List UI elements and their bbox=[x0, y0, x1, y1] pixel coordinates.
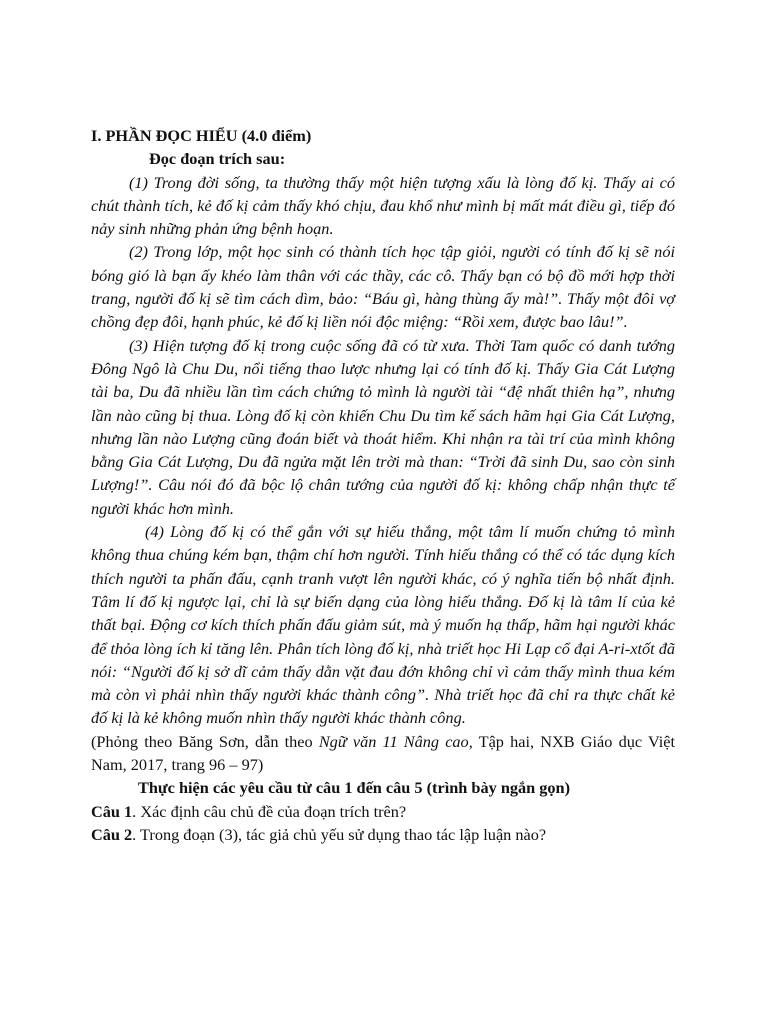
source-book-title: Ngữ văn 11 Nâng cao bbox=[318, 731, 469, 751]
passage-paragraph-2: (2) Trong lớp, một học sinh có thành tích học tập giỏi, người có tính đố kị sẽ nói bóng gió là bạn ấy khéo làm thân với các thầy, các cô. Thấy bạn có bộ đồ mới hợp thời trang, người đố kị sẽ tìm cách dìm, bảo: “Báu gì, hàng thùng ấy mà!”. Thấy một đôi vợ chồng đẹp đôi, hạnh phúc, kẻ đố kị liền nói độc miệng: “Rồi xem, được bao lâu!”. bbox=[91, 242, 675, 332]
question-2 bbox=[91, 823, 675, 846]
passage-paragraph-1: (1) Trong đời sống, ta thường thấy một hiện tượng xấu là lòng đố kị. Thấy ai có chút thành tích, kẻ đố kị cảm thấy khó chịu, đau khổ như mình bị mất mát điều gì, tiếp đó nảy sinh những phản ứng bệnh hoạn. bbox=[91, 172, 675, 239]
question-text: . Xác định câu chủ đề của đoạn trích trên? bbox=[132, 801, 407, 821]
section-title: I. PHẦN ĐỌC HIỂU (4.0 điểm) bbox=[91, 126, 312, 145]
passage-paragraph-4: (4) Lòng đố kị có thể gắn với sự hiếu thắng, một tâm lí muốn chứng tỏ mình không thua chúng kém bạn, thậm chí hơn người. Tính hiếu thắng có thể có tác dụng kích thích người ta phấn đấu, cạnh tranh vượt lên người khác, có ý nghĩa tiến bộ nhất định. Tâm lí đố kị ngược lại, chỉ là sự biến dạng của lòng hiếu thắng. Đố kị là tâm lí của kẻ thất bại. Động cơ kích thích phấn đấu giảm sút, mà ý muốn hạ thấp, hãm hại người khác để thỏa lòng ích kỉ tăng lên. Phân tích lòng đố kị, nhà triết học Hi Lạp cổ đại A-ri-xtốt đã nói: “Người đố kị sở dĩ cảm thấy dằn vặt đau đớn không chỉ vì cảm thấy mình thua kém mà còn vì phải nhìn thấy người khác thành công”. Nhà triết học đã chỉ ra thực chất kẻ đố kị là kẻ không muốn nhìn thấy người khác thành công. bbox=[91, 522, 675, 728]
question-label: Câu 1 bbox=[91, 801, 133, 821]
question-1 bbox=[91, 800, 675, 823]
question-text: . Trong đoạn (3), tác giả chủ yếu sử dụng thao tác lập luận nào? bbox=[132, 824, 547, 844]
question-label: Câu 2 bbox=[91, 824, 133, 844]
source-suffix: , Tập hai, NXB Giáo dục Việt Nam, 2017, trang 96 – 97) bbox=[91, 731, 675, 775]
document-page bbox=[91, 124, 675, 846]
reading-prompt: Đọc đoạn trích sau: bbox=[149, 149, 286, 169]
passage-paragraph-3: (3) Hiện tượng đố kị trong cuộc sống đã có từ xưa. Thời Tam quốc có danh tướng Đông Ngô là Chu Du, nổi tiếng thao lược nhưng lại có tính đố kị. Thấy Gia Cát Lượng tài ba, Du đã nhiều lần tìm cách chứng tỏ mình là người tài “đệ nhất thiên hạ”, nhưng lần nào cũng bị thua. Lòng đố kị còn khiến Chu Du tìm kế sách hãm hại Gia Cát Lượng, nhưng lần nào Lượng cũng đoán biết và thoát hiểm. Khi nhận ra tài trí của mình không bằng Gia Cát Lượng, Du đã ngửa mặt lên trời mà than: “Trời đã sinh Du, sao còn sinh Lượng!”. Câu nói đó đã bộc lộ chân tướng của người đố kị: không chấp nhận thực tế người khác hơn mình. bbox=[91, 335, 675, 518]
instructions-heading: Thực hiện các yêu cầu từ câu 1 đến câu 5 (trình bày ngắn gọn) bbox=[138, 778, 571, 798]
source-citation bbox=[91, 730, 675, 777]
source-prefix: (Phỏng theo Băng Sơn, dẫn theo bbox=[91, 731, 319, 751]
